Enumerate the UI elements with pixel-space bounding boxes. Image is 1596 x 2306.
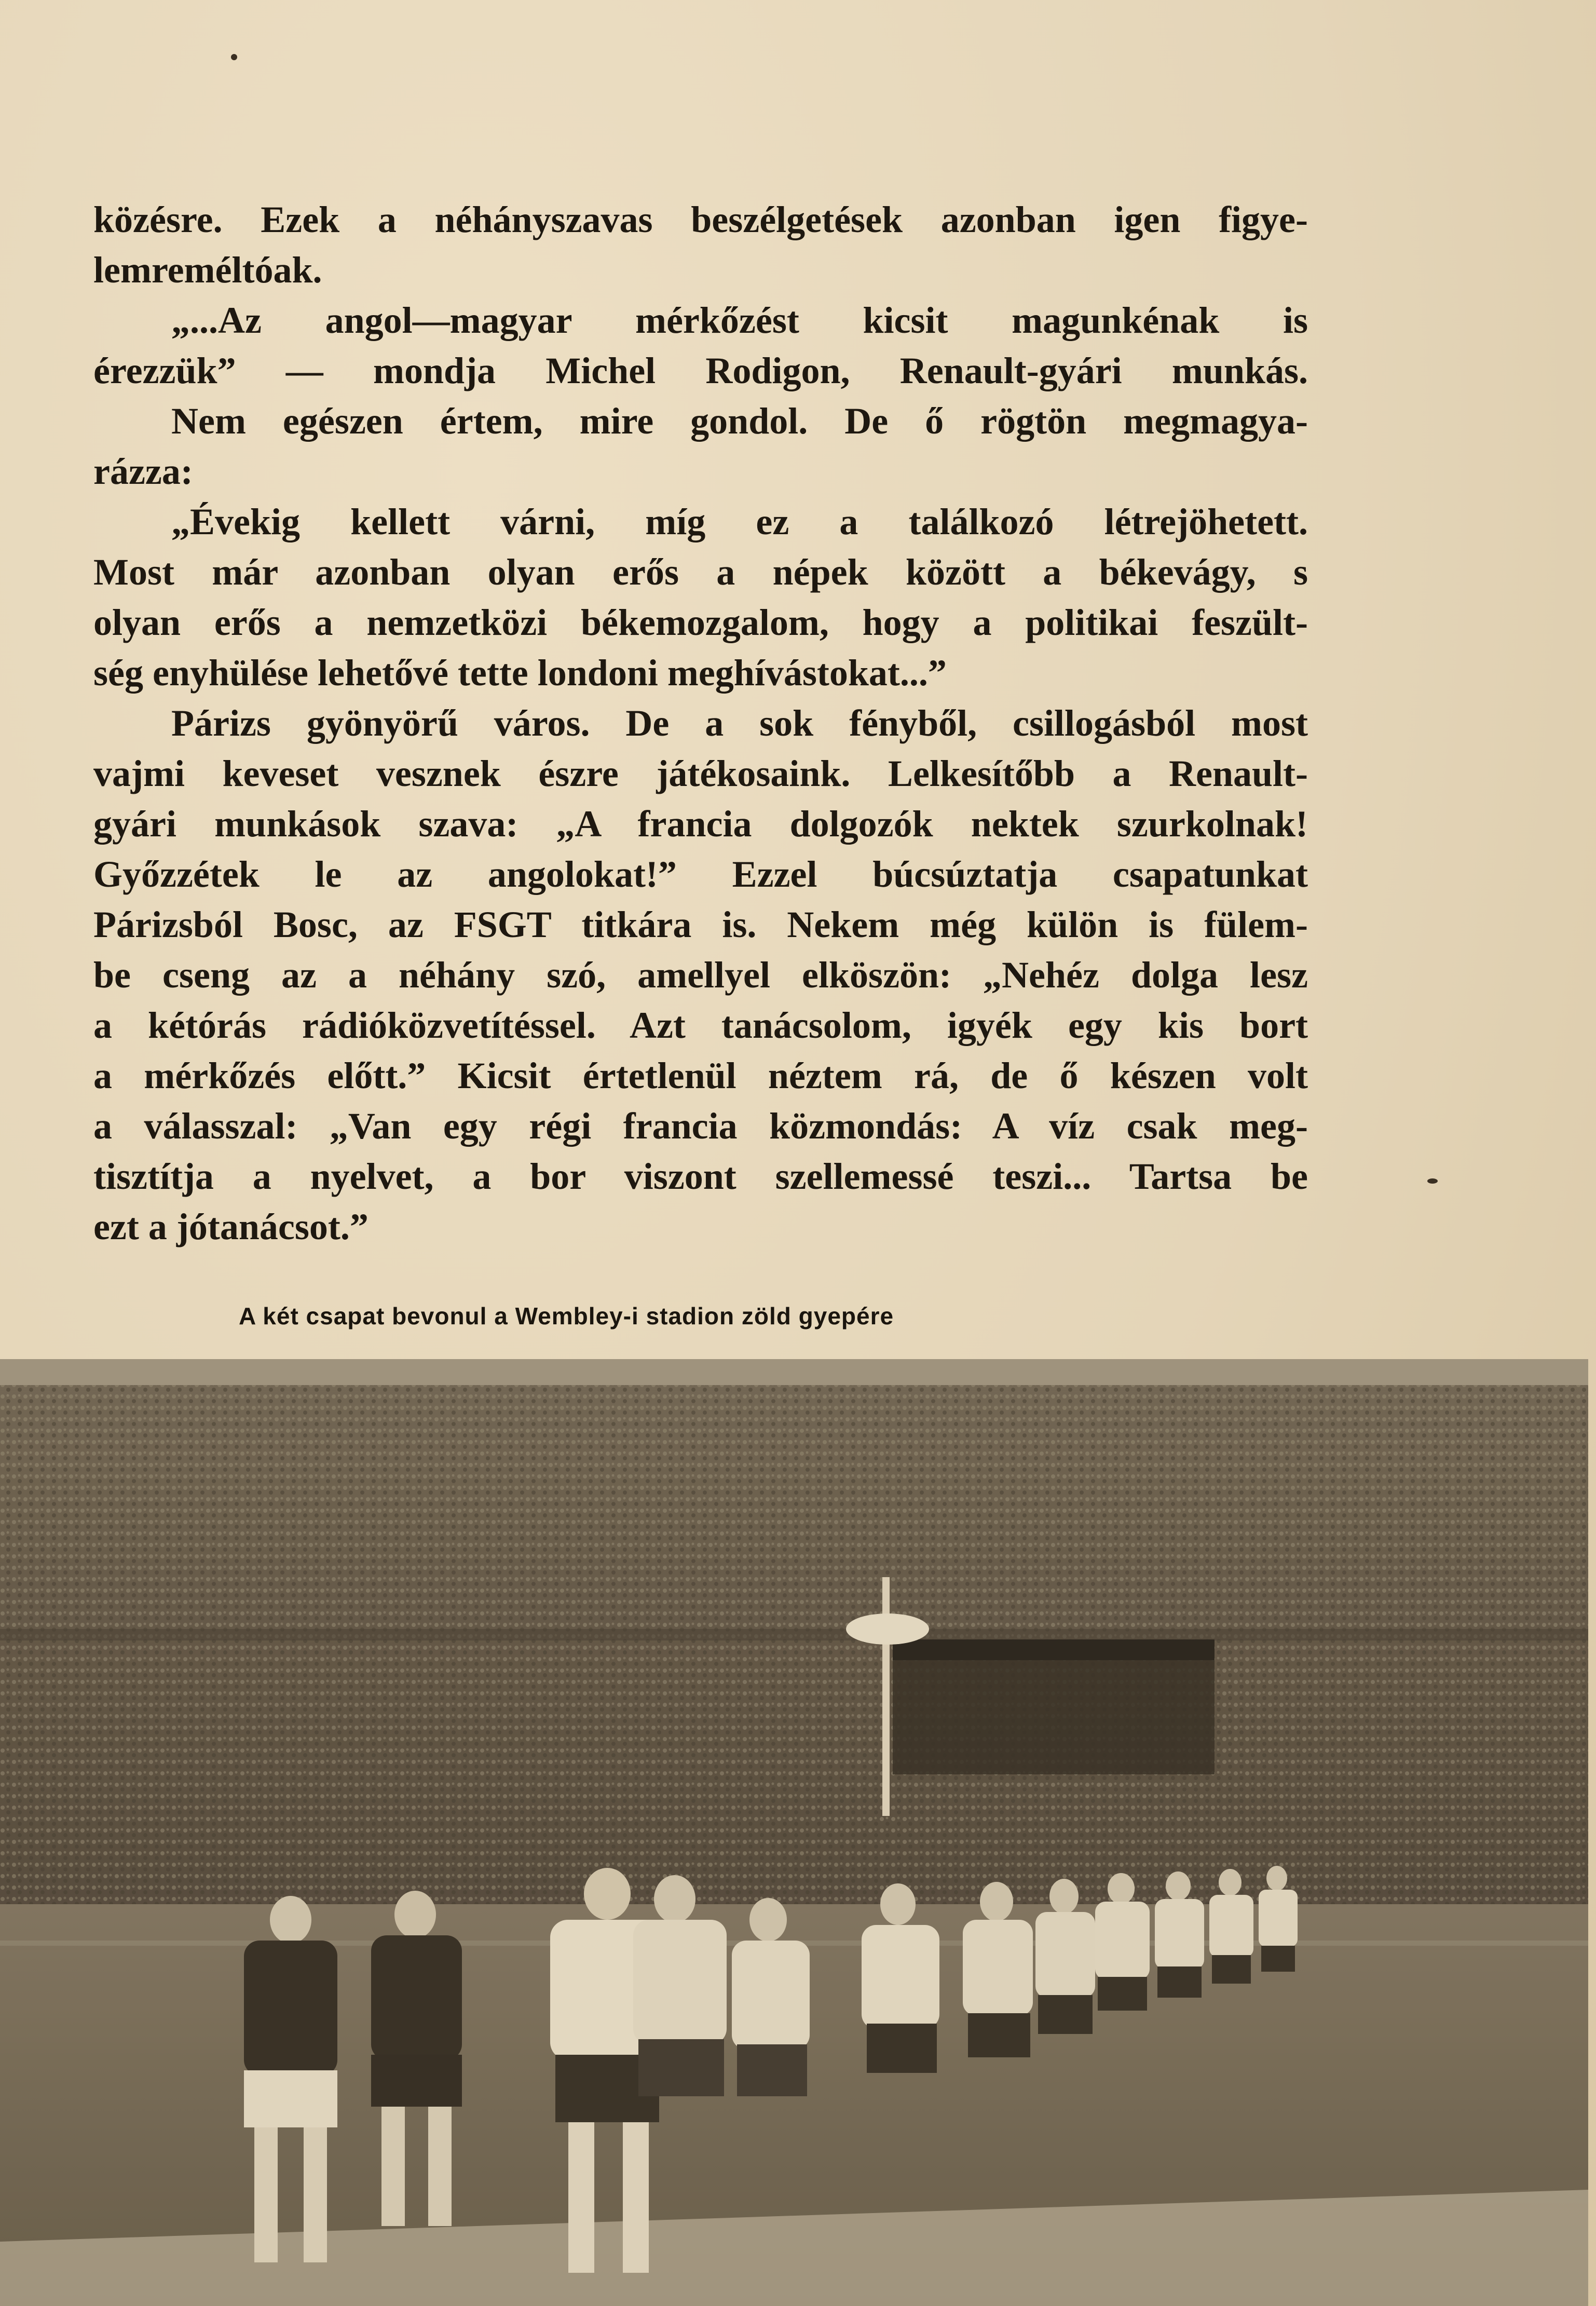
photo-caption: A két csapat bevonul a Wembley-i stadion zöld gyepére — [239, 1303, 894, 1330]
article-line: Most már azonban olyan erős a népek között a békevágy, s — [93, 551, 1308, 593]
paper-speck — [231, 54, 237, 60]
article-line: érezzük” — mondja Michel Rodigon, Renault-gyári munkás. — [93, 350, 1308, 391]
article-line: rázza: — [93, 451, 193, 492]
stadium-photo — [0, 1359, 1588, 2306]
article-line: lemreméltóak. — [93, 249, 322, 291]
article-line: ség enyhülése lehetővé tette londoni meghívástokat...” — [93, 652, 947, 694]
article-line: Győzzétek le az angolokat!” Ezzel búcsúztatja csapatunkat — [93, 853, 1308, 895]
article-text — [93, 195, 1308, 1252]
article-line: gyári munkások szava: „A francia dolgozók nektek szurkolnak! — [93, 803, 1308, 845]
article-line: „Évekig kellett várni, míg ez a találkozó létrejöhetett. — [171, 501, 1308, 542]
article-line: vajmi keveset vesznek észre játékosaink. Lelkesítőbb a Renault- — [93, 753, 1308, 794]
article-line: közésre. Ezek a néhányszavas beszélgetések azonban igen figye- — [93, 199, 1308, 240]
article-line: „...Az angol—magyar mérkőzést kicsit magunkénak is — [171, 300, 1308, 341]
article-line: Párizsból Bosc, az FSGT titkára is. Nekem még külön is fülem- — [93, 904, 1308, 945]
article-line: a mérkőzés előtt.” Kicsit értetlenül néztem rá, de ő készen volt — [93, 1055, 1308, 1096]
paper-speck — [1427, 1178, 1438, 1184]
article-line: a válasszal: „Van egy régi francia közmondás: A víz csak meg- — [93, 1105, 1308, 1147]
article-line: ezt a jótanácsot.” — [93, 1206, 369, 1247]
article-line: tisztítja a nyelvet, a bor viszont szellemessé teszi... Tartsa be — [93, 1156, 1308, 1197]
article-line: Nem egészen értem, mire gondol. De ő rögtön megmagya- — [171, 400, 1308, 442]
article-line: be cseng az a néhány szó, amellyel elköszön: „Nehéz dolga lesz — [93, 954, 1308, 996]
article-line: a kétórás rádióközvetítéssel. Azt tanácsolom, igyék egy kis bort — [93, 1005, 1308, 1046]
article-line: olyan erős a nemzetközi békemozgalom, hogy a politikai feszült- — [93, 602, 1308, 643]
article-line: Párizs gyönyörű város. De a sok fényből, csillogásból most — [171, 702, 1308, 744]
